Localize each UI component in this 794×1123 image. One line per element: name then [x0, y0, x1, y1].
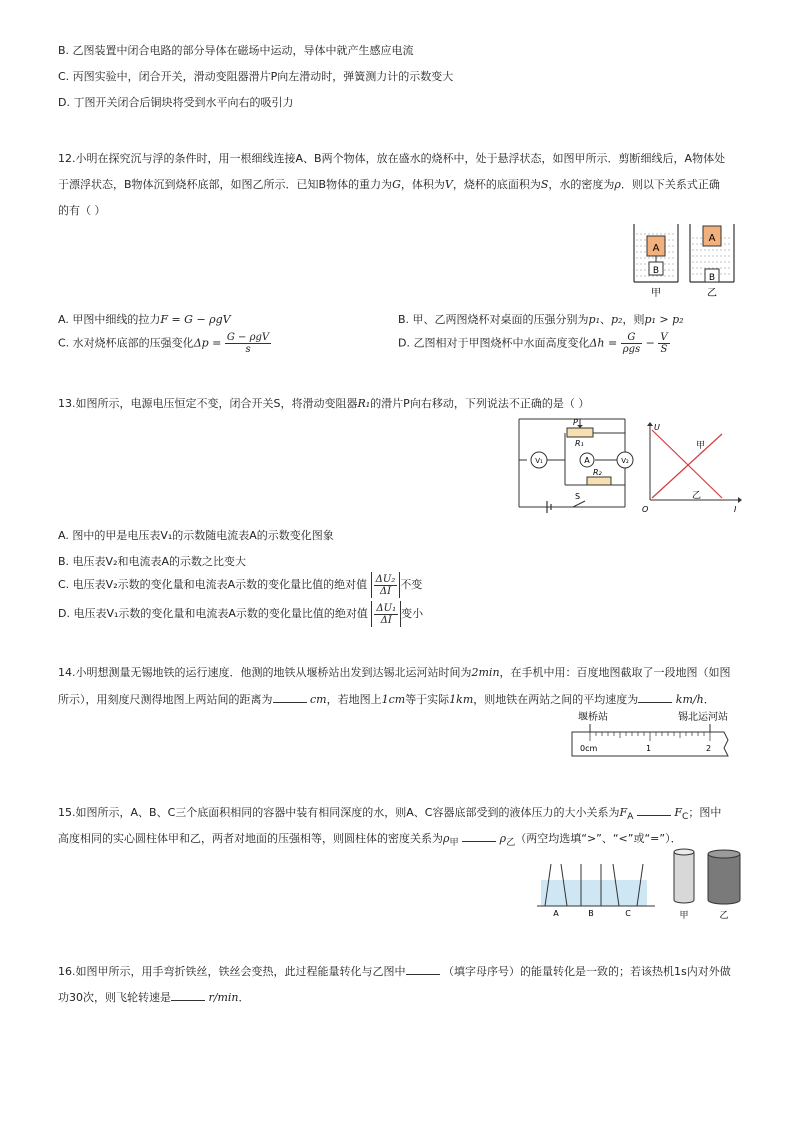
- label-yi: 乙: [719, 911, 729, 921]
- ruler-label-2: 2: [706, 744, 712, 753]
- ruler-label-0: 0cm: [580, 744, 598, 753]
- q12-option-d: D. 乙图相对于甲图烧杯中水面高度变化Δh = $\frac{G}{\text{ρgs}}$ − $\frac{V}{S}$: [398, 332, 668, 355]
- q15-stem-line2: 高度相同的实心圆柱体甲和乙，两者对地面的压强相等，则圆柱体的密度关系为$\rho_甲$ $\rho_乙$（两空均选填“>”、“<”或“=”）．: [58, 832, 682, 849]
- label-b: B: [588, 909, 594, 918]
- origin-o: O: [642, 505, 649, 514]
- q15-cylinders-figure: [668, 844, 744, 922]
- label-a: A: [553, 909, 559, 918]
- label-r1: R₁: [575, 439, 584, 448]
- q13-stem: 13.如图所示，电源电压恒定不变，闭合开关S，将滑动变阻器R₁的滑片P向右移动，下列说法不正确的是（ ）: [58, 397, 590, 410]
- station-left: 堰桥站: [578, 712, 608, 723]
- resistor-r2: [587, 477, 611, 485]
- resistor-r1: [567, 428, 593, 437]
- answer-blank[interactable]: [637, 805, 671, 816]
- answer-blank[interactable]: [638, 692, 672, 703]
- cylinder-jia-top: [674, 849, 694, 855]
- axis-i: I: [734, 505, 737, 514]
- label-c: C: [625, 909, 631, 918]
- label-jia: 甲: [651, 288, 661, 299]
- q13-option-a: A. 图中的甲是电压表V₁的示数随电流表A的示数变化图象: [58, 529, 334, 542]
- label-yi: 乙: [692, 491, 702, 501]
- label-r2: R₂: [593, 468, 602, 477]
- label-v2: V₂: [621, 457, 629, 465]
- axis-u: U: [654, 423, 660, 432]
- q14-stem-line2: 所示），用刻度尺测得地图上两站间的距离为 cm，若地图上1cm等于实际1km，则地铁在两站之间的平均速度为 km/h．: [58, 693, 715, 706]
- q14-map-ruler: [568, 710, 744, 758]
- label-s: S: [575, 492, 581, 501]
- q13-option-d: D. 电压表V₁示数的变化量和电流表A示数的变化量比值的绝对值 $\frac{\text{ΔU₁}}{\Delta I}$ 变小: [58, 602, 424, 626]
- q16-stem-line2: 功30次，则飞轮转速是 r/min．: [58, 991, 250, 1004]
- label-b: B: [652, 266, 660, 276]
- q12-beaker-figure: [630, 222, 740, 300]
- q14-stem-line1: 14.小明想测量无锡地铁的运行速度．他测的地铁从堰桥站出发到达锡北运河站时间为2min，在手机中用：百度地图截取了一段地图（如图: [58, 666, 731, 679]
- q15-stem-line1: 15.如图所示，A、B、C三个底面积相同的容器中装有相同深度的水，则A、C容器底部受到的液体压力的大小关系为$F_A$ $F_C$；图中: [58, 806, 722, 823]
- label-jia: 甲: [679, 911, 689, 921]
- label-a: A: [652, 243, 660, 254]
- q13-ui-graph: [642, 420, 742, 512]
- label-jia: 甲: [696, 441, 706, 451]
- answer-blank[interactable]: [406, 964, 440, 975]
- q12-stem-line2: 于漂浮状态，B物体沉到烧杯底部，如图乙所示．已知B物体的重力为G，体积为V，烧杯的底面积为S，水的密度为ρ．则以下关系式正确: [58, 178, 720, 191]
- station-right: 锡北运河站: [678, 712, 728, 723]
- label-a: A: [708, 233, 716, 244]
- q11-option-d: D. 丁图开关闭合后铜块将受到水平向右的吸引力: [58, 96, 294, 109]
- q11-option-c: C. 丙图实验中，闭合开关，滑动变阻器滑片P向左滑动时，弹簧测力计的示数变大: [58, 70, 454, 83]
- beaker-jia: [634, 224, 678, 282]
- q12-stem-line1: 12.小明在探究沉与浮的条件时，用一根细线连接A、B两个物体，放在盛水的烧杯中，处于悬浮状态，如图甲所示．剪断细线后，A物体处: [58, 152, 726, 165]
- beaker-yi: [690, 224, 734, 283]
- q11-option-b: B. 乙图装置中闭合电路的部分导体在磁场中运动，导体中就产生感应电流: [58, 44, 414, 57]
- q12-stem-line3: 的有（ ）: [58, 204, 106, 217]
- q12-option-b: B. 甲、乙两图烧杯对桌面的压强分别为p₁、p₂，则p₁ > p₂: [398, 313, 684, 326]
- q12-option-c: C. 水对烧杯底部的压强变化Δp = $\frac{\text{G − ρgV}}{s}$: [58, 332, 270, 355]
- label-yi: 乙: [707, 288, 717, 299]
- label-b: B: [708, 273, 716, 283]
- ruler-label-1: 1: [646, 744, 652, 753]
- q12-option-a: A. 甲图中细线的拉力F = G − ρgV: [58, 313, 231, 326]
- answer-blank[interactable]: [171, 990, 205, 1001]
- label-a: A: [584, 456, 590, 465]
- q13-option-c: C. 电压表V₂示数的变化量和电流表A示数的变化量比值的绝对值 $\frac{\text{ΔU₂}}{\Delta I}$ 不变: [58, 573, 423, 597]
- q15-containers-figure: [535, 858, 660, 920]
- water-level: [541, 880, 647, 906]
- cylinder-yi-top: [708, 850, 740, 858]
- q16-stem-line1: 16.如图甲所示，用手弯折铁丝，铁丝会变热，此过程能量转化与乙图中 （填字母序号）的能量转化是一致的；若该热机1s内对外做: [58, 965, 731, 978]
- q13-option-b: B. 电压表V₂和电流表A的示数之比变大: [58, 555, 246, 568]
- answer-blank[interactable]: [462, 831, 496, 842]
- q13-circuit-diagram: [515, 415, 640, 510]
- answer-blank[interactable]: [273, 692, 307, 703]
- label-v1: V₁: [535, 457, 543, 465]
- label-p: P: [573, 418, 578, 427]
